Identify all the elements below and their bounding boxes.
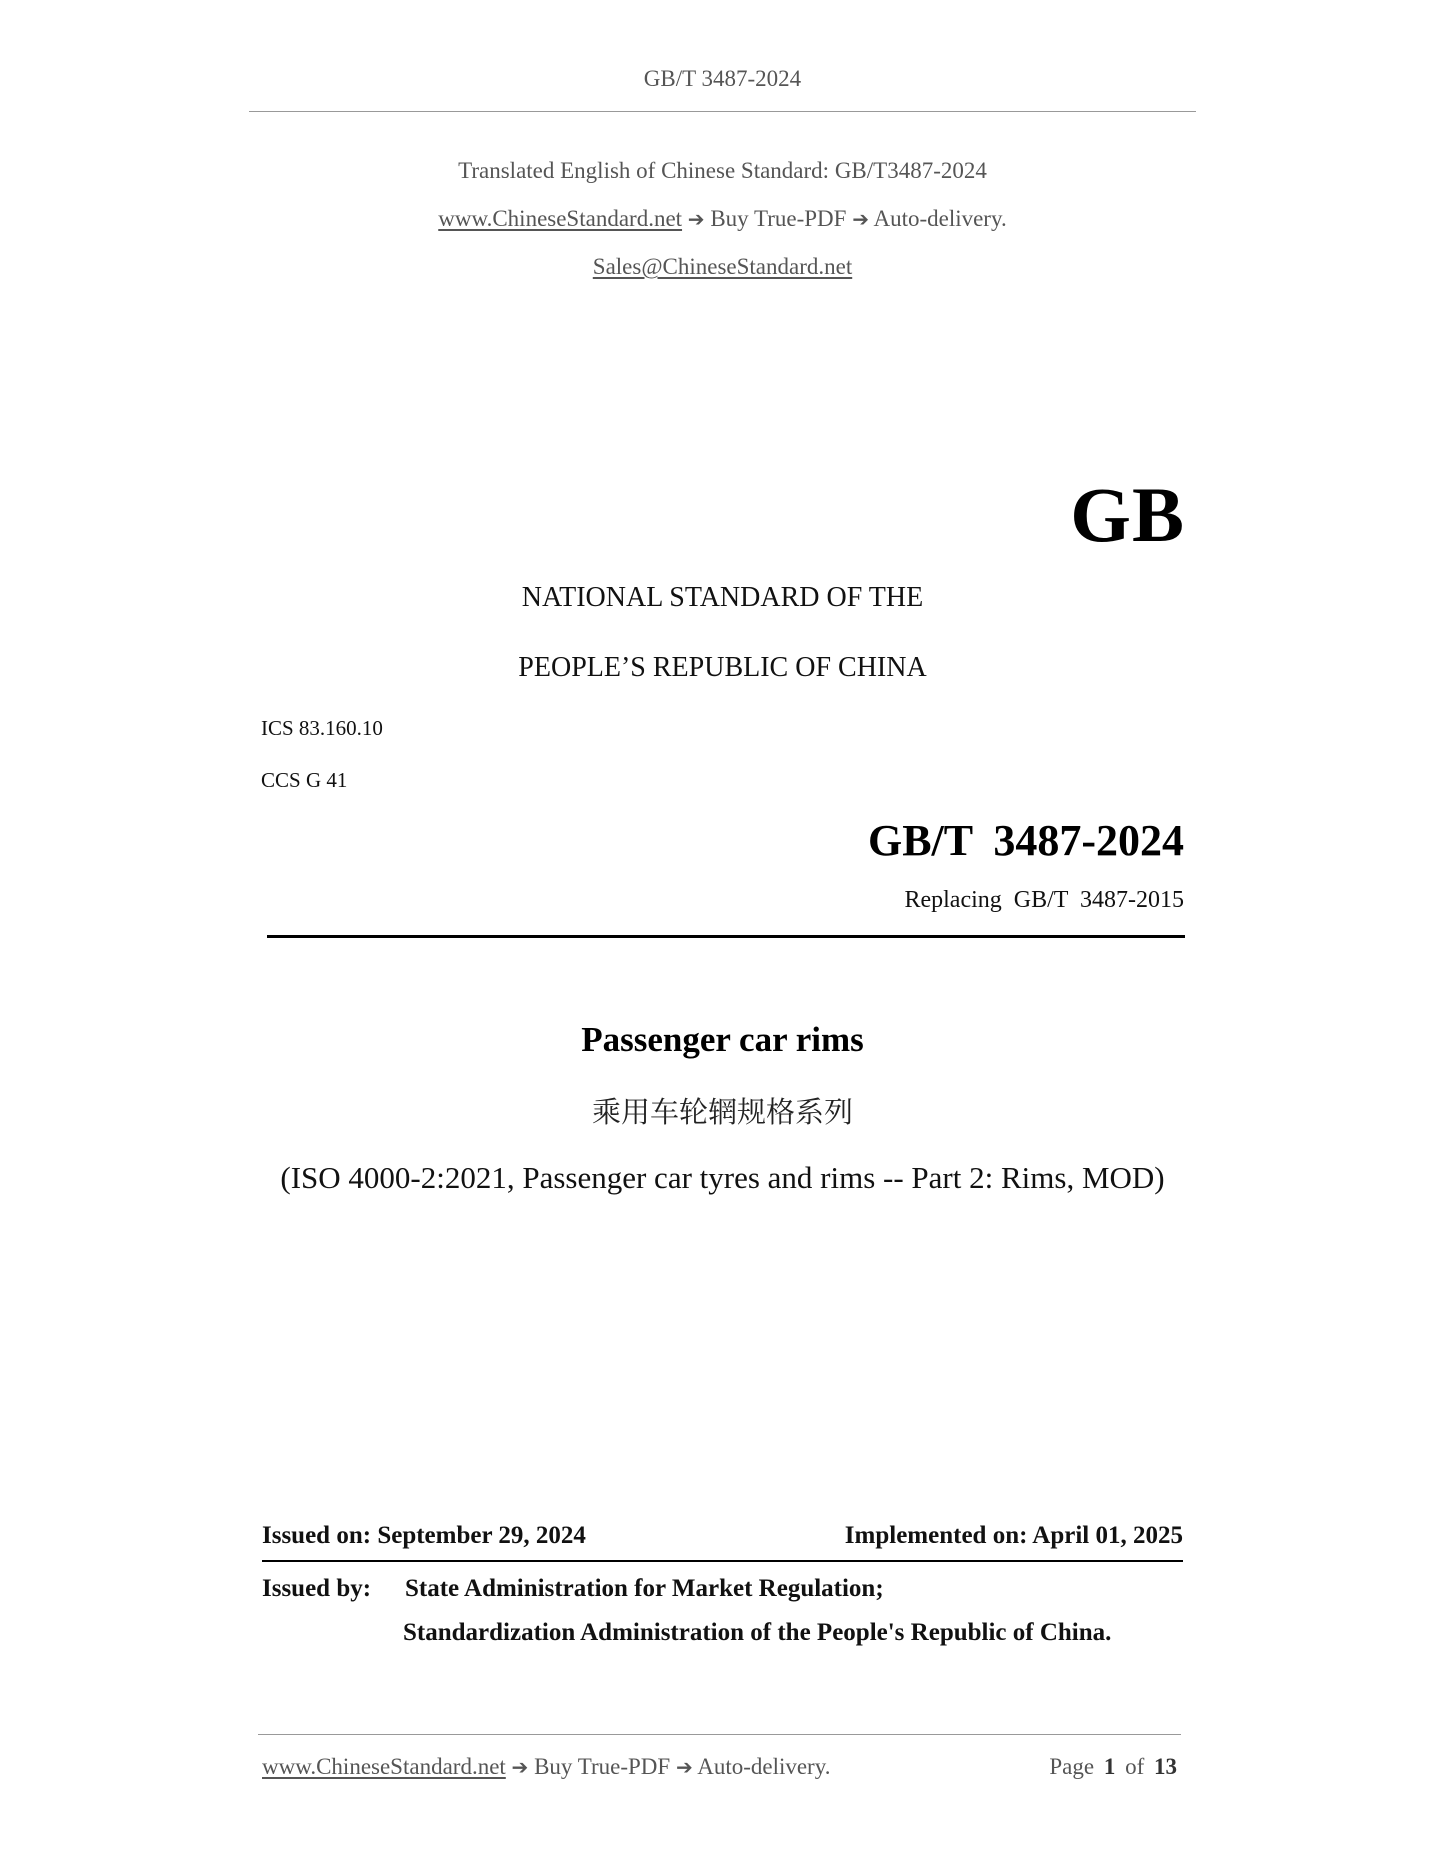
footer-buy-text: Buy True-PDF	[534, 1754, 671, 1779]
email-line	[0, 254, 1445, 280]
chinese-title: 乘用车轮辋规格系列	[591, 1095, 853, 1129]
issued-on-date: Issued on: September 29, 2024	[262, 1522, 586, 1549]
page-total: 13	[1154, 1754, 1177, 1779]
arrow-right-icon: ➔	[675, 1755, 693, 1779]
running-header: GB/T 3487-2024	[643, 66, 802, 91]
header-divider	[249, 111, 1196, 112]
iso-reference: (ISO 4000-2:2021, Passenger car tyres and rims -- Part 2: Rims, MOD)	[280, 1160, 1165, 1195]
purchase-line	[0, 206, 1445, 232]
national-standard-line2: PEOPLE’S REPUBLIC OF CHINA	[518, 652, 927, 683]
issuer-line2: Standardization Administration of the People's Republic of China.	[403, 1619, 1112, 1646]
site-link[interactable]: www.ChineseStandard.net	[438, 206, 683, 231]
replacing-standard: Replacing GB/T 3487-2015	[904, 887, 1184, 913]
issued-by-label: Issued by:	[262, 1575, 372, 1602]
footer-divider	[258, 1734, 1181, 1735]
standard-number: GB/T 3487-2024	[867, 816, 1184, 865]
arrow-right-icon: ➔	[511, 1755, 529, 1779]
translation-notice: Translated English of Chinese Standard: GB/T3487-2024	[458, 158, 987, 183]
page-current: 1	[1103, 1754, 1116, 1779]
ccs-code: CCS G 41	[261, 768, 348, 792]
implemented-on-date: Implemented on: April 01, 2025	[844, 1522, 1183, 1549]
auto-delivery-text: Auto-delivery.	[873, 206, 1007, 231]
arrow-right-icon: ➔	[852, 207, 869, 231]
footer-purchase-line	[262, 1754, 830, 1780]
of-label: of	[1125, 1754, 1145, 1779]
arrow-right-icon: ➔	[687, 207, 705, 231]
ics-code: ICS 83.160.10	[261, 716, 383, 740]
issuer-line1: State Administration for Market Regulation;	[405, 1575, 884, 1602]
footer-auto-delivery-text: Auto-delivery.	[697, 1754, 831, 1779]
sales-email-link[interactable]: Sales@ChineseStandard.net	[592, 254, 853, 279]
page-label: Page	[1049, 1754, 1095, 1779]
national-standard-line1: NATIONAL STANDARD OF THE	[521, 582, 924, 613]
english-title: Passenger car rims	[581, 1020, 864, 1059]
footer-site-link[interactable]: www.ChineseStandard.net	[262, 1754, 506, 1779]
page-indicator	[1049, 1754, 1177, 1780]
buy-true-pdf-text: Buy True-PDF	[710, 206, 847, 231]
dates-divider	[262, 1560, 1183, 1562]
gb-logo: GB	[1070, 471, 1185, 558]
title-divider	[267, 935, 1185, 938]
